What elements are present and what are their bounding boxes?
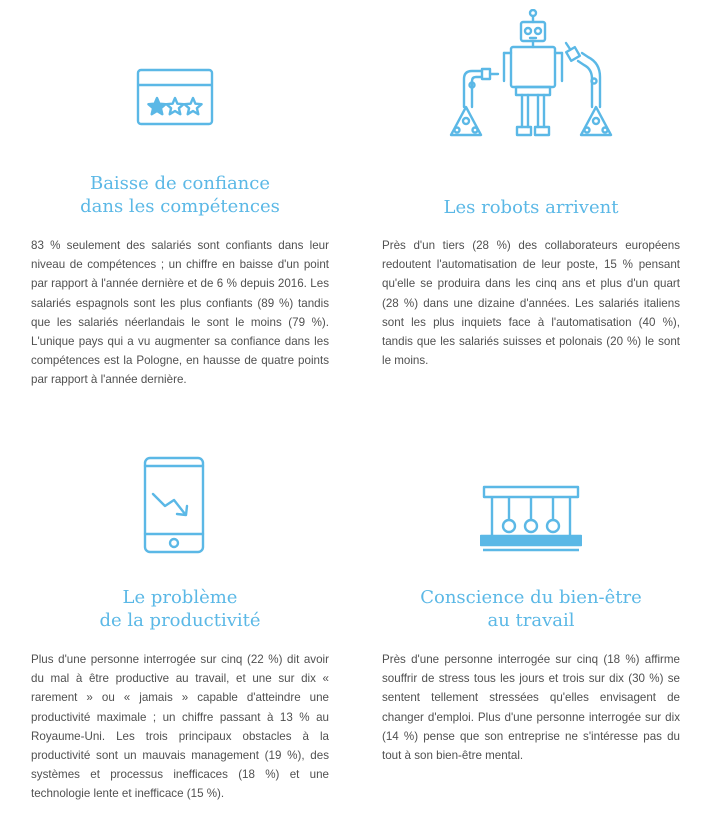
title-line: Le problème xyxy=(122,587,238,608)
card-title xyxy=(20,586,340,632)
card-body: 83 % seulement des salariés sont confiants dans leur niveau de compétences ; un chiffre en baisse d'un point par rapport à l'année dernière et de 6 % depuis 2016. Les salariés espagnols sont les plus confiants (89 %) tandis que les salariés néerlandais le sont le moins (79 %). L'unique pays qui a vu augmenter sa confiance dans les compétences est la Pologne, en hausse de quatre points par rapport à l'année dernière. xyxy=(31,239,329,387)
title-line: au travail xyxy=(487,610,575,631)
robots-icon xyxy=(446,9,616,141)
phone-declining-chart-icon xyxy=(143,456,205,554)
rating-stars-icon xyxy=(136,68,214,126)
card-body: Plus d'une personne interrogée sur cinq (22 %) dit avoir du mal à être productive au travail, et une sur dix « rarement » ou « jamais » capable d'atteindre une productivité maximale ; un chiffre passant à 13 % au Royaume-Uni. Les trois principaux obstacles à la productivité sont un mauvais management (19 %), des systèmes et processus inefficaces (18 %) et une technologie lente et inefficace (15 %). xyxy=(31,653,329,801)
card-title xyxy=(372,586,690,632)
title-line: de la productivité xyxy=(99,610,261,631)
title-line: Les robots arrivent xyxy=(443,197,619,218)
title-line: dans les compétences xyxy=(80,196,280,217)
title-line: Baisse de confiance xyxy=(89,173,271,194)
newtons-cradle-icon xyxy=(480,484,582,556)
card-body: Près d'un tiers (28 %) des collaborateurs européens redoutent l'automatisation de leur poste, 15 % pensant qu'elle se produira dans les cinq ans et plus d'un quart (28 %) dans une dizaine d'années. Les salariés italiens sont les plus inquiets face à l'automatisation (40 %), tandis que les salariés suisses et polonais (20 %) le sont le moins. xyxy=(382,239,680,368)
card-title xyxy=(372,196,690,219)
title-line: Conscience du bien-être xyxy=(420,587,642,608)
card-title xyxy=(20,172,340,218)
card-body: Près d'une personne interrogée sur cinq (18 %) affirme souffrir de stress tous les jours et trois sur dix (30 %) se sentent tellement stressées qu'elles envisagent de changer d'emploi. Plus d'une personne interrogée sur dix (14 %) pense que son entreprise ne s'intéresse pas du tout à son bien-être mental. xyxy=(382,653,680,763)
